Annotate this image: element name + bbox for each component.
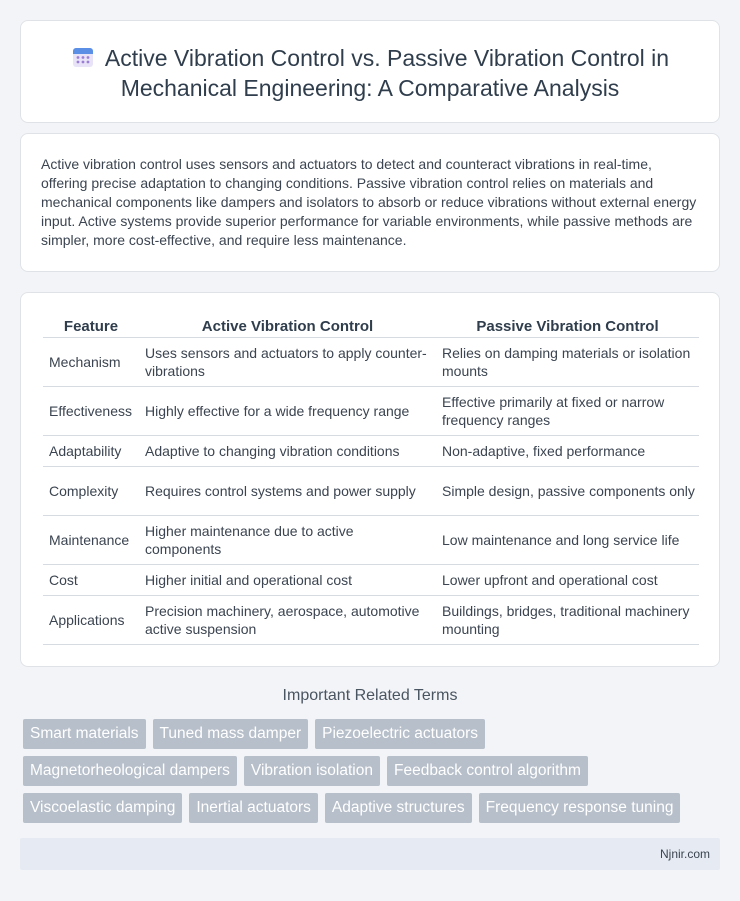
row-passive: Low maintenance and long service life [436,515,699,564]
row-passive: Lower upfront and operational cost [436,564,699,595]
table-row [43,337,699,386]
related-terms-heading: Important Related Terms [282,687,458,704]
tag-feedback-control-algorithm[interactable]: Feedback control algorithm [387,756,588,786]
summary-text: Active vibration control uses sensors and actuators to detect and counteract vibrations in real-time, offering precise adaptation to changing conditions. Passive vibration control relies on materials and mechanical components like dampers and isolators to absorb or reduce vibrations without external energy input. Active systems provide superior performance for variable environments, while passive methods are simpler, more cost-effective, and require less maintenance. [41,156,697,248]
comparison-card [20,292,720,667]
row-feature: Adaptability [43,435,139,466]
row-feature: Mechanism [43,337,139,386]
header-active: Active Vibration Control [139,315,436,337]
page-title-block [21,43,719,103]
table-row [43,435,699,466]
row-active: Uses sensors and actuators to apply counter-vibrations [139,337,436,386]
row-active: Requires control systems and power supply [139,466,436,515]
footer-site-link[interactable]: Njnir.com [659,847,710,861]
header-feature: Feature [43,315,139,337]
table-row [43,386,699,435]
row-feature: Complexity [43,466,139,515]
summary-card [20,133,720,272]
related-terms-list [23,719,723,830]
tag-row [23,793,723,823]
row-active: Higher initial and operational cost [139,564,436,595]
tag-frequency-response-tuning[interactable]: Frequency response tuning [479,793,681,823]
row-passive: Non-adaptive, fixed performance [436,435,699,466]
table-row [43,595,699,644]
row-feature: Applications [43,595,139,644]
tag-magnetorheological-dampers[interactable]: Magnetorheological dampers [23,756,237,786]
calendar-icon [71,45,95,69]
table-row [43,564,699,595]
tag-row [23,719,723,749]
row-feature: Maintenance [43,515,139,564]
row-active: Adaptive to changing vibration conditions [139,435,436,466]
tag-viscoelastic-damping[interactable]: Viscoelastic damping [23,793,182,823]
tag-inertial-actuators[interactable]: Inertial actuators [189,793,318,823]
tag-row [23,756,723,786]
tag-vibration-isolation[interactable]: Vibration isolation [244,756,380,786]
header-passive: Passive Vibration Control [436,315,699,337]
comparison-table [43,315,699,645]
footer [20,838,720,870]
row-active: Highly effective for a wide frequency range [139,386,436,435]
tag-smart-materials[interactable]: Smart materials [23,719,146,749]
row-feature: Effectiveness [43,386,139,435]
table-row [43,466,699,515]
row-active: Higher maintenance due to active components [139,515,436,564]
tag-tuned-mass-damper[interactable]: Tuned mass damper [153,719,309,749]
tag-piezoelectric-actuators[interactable]: Piezoelectric actuators [315,719,485,749]
row-active: Precision machinery, aerospace, automotive active suspension [139,595,436,644]
table-row [43,515,699,564]
row-passive: Simple design, passive components only [436,466,699,515]
row-passive: Effective primarily at fixed or narrow frequency ranges [436,386,699,435]
table-header-row [43,315,699,337]
tag-adaptive-structures[interactable]: Adaptive structures [325,793,472,823]
row-passive: Relies on damping materials or isolation mounts [436,337,699,386]
row-feature: Cost [43,564,139,595]
page-title: Active Vibration Control vs. Passive Vibration Control in Mechanical Engineering: A Comparative Analysis [104,45,670,101]
title-card [20,20,720,123]
row-passive: Buildings, bridges, traditional machinery mounting [436,595,699,644]
